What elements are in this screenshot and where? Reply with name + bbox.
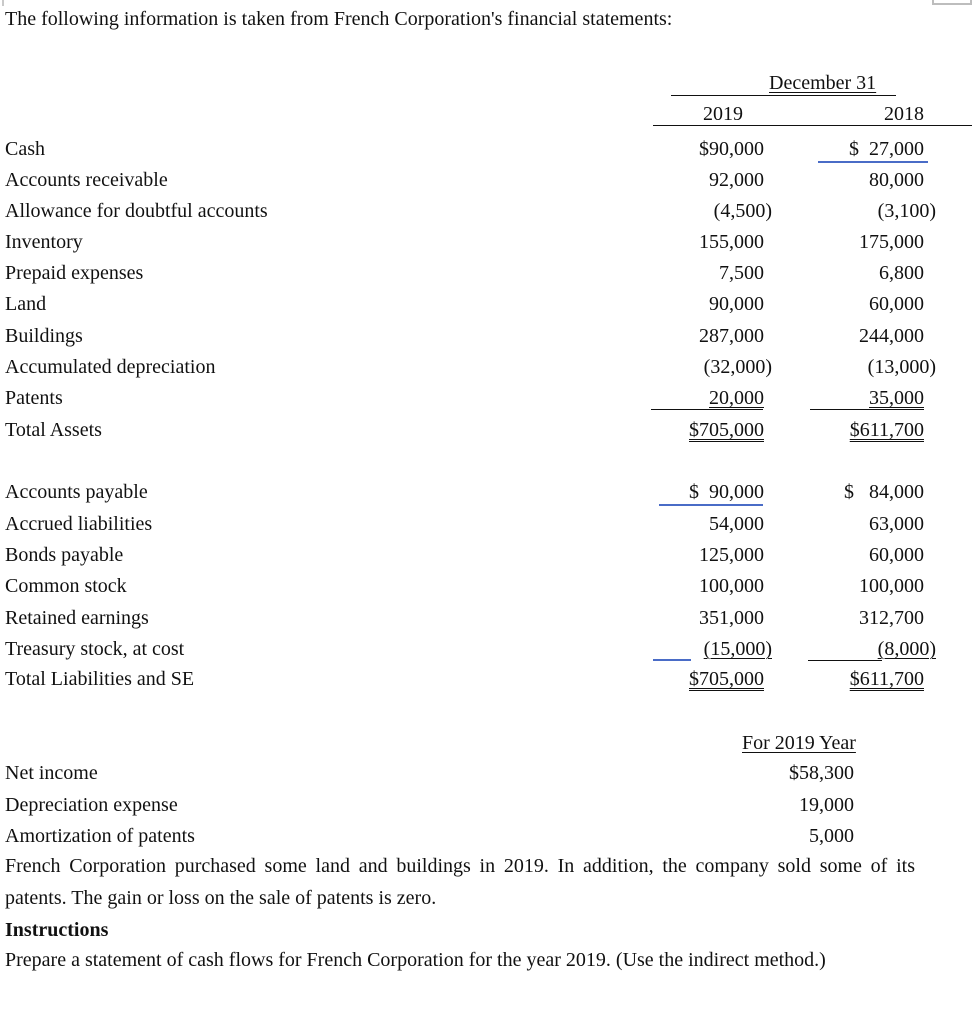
row-label-treasury-stock: Treasury stock, at cost — [5, 638, 185, 660]
accounts-receivable-2018: 80,000 — [869, 169, 924, 191]
row-label-net-income: Net income — [5, 762, 98, 784]
net-income-value: $58,300 — [789, 762, 854, 784]
row-label-accounts-receivable: Accounts receivable — [5, 169, 168, 191]
row-label-patents: Patents — [5, 387, 63, 409]
row-label-buildings: Buildings — [5, 325, 83, 347]
row-label-amortization-patents: Amortization of patents — [5, 825, 195, 847]
land-2019: 90,000 — [709, 293, 764, 315]
land-2018: 60,000 — [869, 293, 924, 315]
row-label-retained-earnings: Retained earnings — [5, 607, 149, 629]
treasury-stock-2019: (15,000) — [703, 638, 772, 660]
instructions-heading: Instructions — [5, 919, 109, 941]
accounts-payable-2018: $ 84,000 — [844, 481, 924, 503]
patents-2019: 20,000 — [709, 387, 764, 409]
buildings-2019: 287,000 — [699, 325, 764, 347]
patents-2019-rule — [651, 409, 763, 410]
total-assets-2019: $705,000 — [689, 419, 764, 441]
bonds-payable-2019: 125,000 — [699, 544, 764, 566]
patents-2018-rule — [810, 409, 924, 410]
treasury-stock-2018: (8,000) — [877, 638, 936, 660]
row-label-inventory: Inventory — [5, 231, 83, 253]
row-label-bonds-payable: Bonds payable — [5, 544, 124, 566]
inventory-2018: 175,000 — [859, 231, 924, 253]
row-label-cash: Cash — [5, 138, 45, 160]
cash-2018: $ 27,000 — [849, 138, 924, 160]
period-header: December 31 — [769, 72, 877, 94]
cash-2018-underline — [818, 161, 928, 163]
year-data-header: For 2019 Year — [742, 732, 856, 754]
instructions-text: Prepare a statement of cash flows for French Corporation for the year 2019. (Use the indirect method.) — [5, 949, 826, 971]
accounts-receivable-2019: 92,000 — [709, 169, 764, 191]
header-rule — [671, 95, 896, 96]
row-label-land: Land — [5, 293, 47, 315]
depreciation-expense-value: 19,000 — [799, 794, 854, 816]
year-header-rule — [653, 125, 972, 126]
row-label-depreciation-expense: Depreciation expense — [5, 794, 178, 816]
buildings-2018: 244,000 — [859, 325, 924, 347]
year-2019-header: 2019 — [703, 103, 743, 125]
row-label-common-stock: Common stock — [5, 575, 127, 597]
prepaid-2018: 6,800 — [879, 262, 924, 284]
total-liabilities-se-2018: $611,700 — [849, 668, 924, 690]
prepaid-2019: 7,500 — [719, 262, 764, 284]
row-label-total-liabilities-se: Total Liabilities and SE — [5, 668, 195, 690]
cash-2019: $90,000 — [699, 138, 764, 160]
window-corner — [932, 0, 972, 5]
total-assets-2018: $611,700 — [849, 419, 924, 441]
allowance-2018: (3,100) — [877, 200, 936, 222]
retained-earnings-2019: 351,000 — [699, 607, 764, 629]
accumulated-depreciation-2019: (32,000) — [703, 356, 772, 378]
row-label-prepaid: Prepaid expenses — [5, 262, 144, 284]
allowance-2019: (4,500) — [713, 200, 772, 222]
row-label-total-assets: Total Assets — [5, 419, 102, 441]
accounts-payable-2019-underline — [659, 504, 763, 506]
accrued-liabilities-2019: 54,000 — [709, 513, 764, 535]
bonds-payable-2018: 60,000 — [869, 544, 924, 566]
narrative-paragraph: French Corporation purchased some land and buildings in 2019. In addition, the company sold some of its patents. The gain or loss on the sale of patents is zero. — [5, 855, 915, 909]
intro-text: The following information is taken from French Corporation's financial statements: — [5, 8, 673, 30]
row-label-accumulated-depreciation: Accumulated depreciation — [5, 356, 216, 378]
cursor-mark — [2, 0, 4, 6]
treasury-stock-2019-blue-rule — [653, 659, 691, 661]
year-2018-header: 2018 — [884, 103, 924, 125]
row-label-allowance: Allowance for doubtful accounts — [5, 200, 268, 222]
accrued-liabilities-2018: 63,000 — [869, 513, 924, 535]
accounts-payable-2019: $ 90,000 — [689, 481, 764, 503]
retained-earnings-2018: 312,700 — [859, 607, 924, 629]
amortization-patents-value: 5,000 — [809, 825, 854, 847]
treasury-stock-2018-rule — [808, 660, 882, 661]
accumulated-depreciation-2018: (13,000) — [867, 356, 936, 378]
row-label-accounts-payable: Accounts payable — [5, 481, 148, 503]
common-stock-2018: 100,000 — [859, 575, 924, 597]
row-label-accrued-liabilities: Accrued liabilities — [5, 513, 153, 535]
common-stock-2019: 100,000 — [699, 575, 764, 597]
inventory-2019: 155,000 — [699, 231, 764, 253]
patents-2018: 35,000 — [869, 387, 924, 409]
total-liabilities-se-2019: $705,000 — [689, 668, 764, 690]
